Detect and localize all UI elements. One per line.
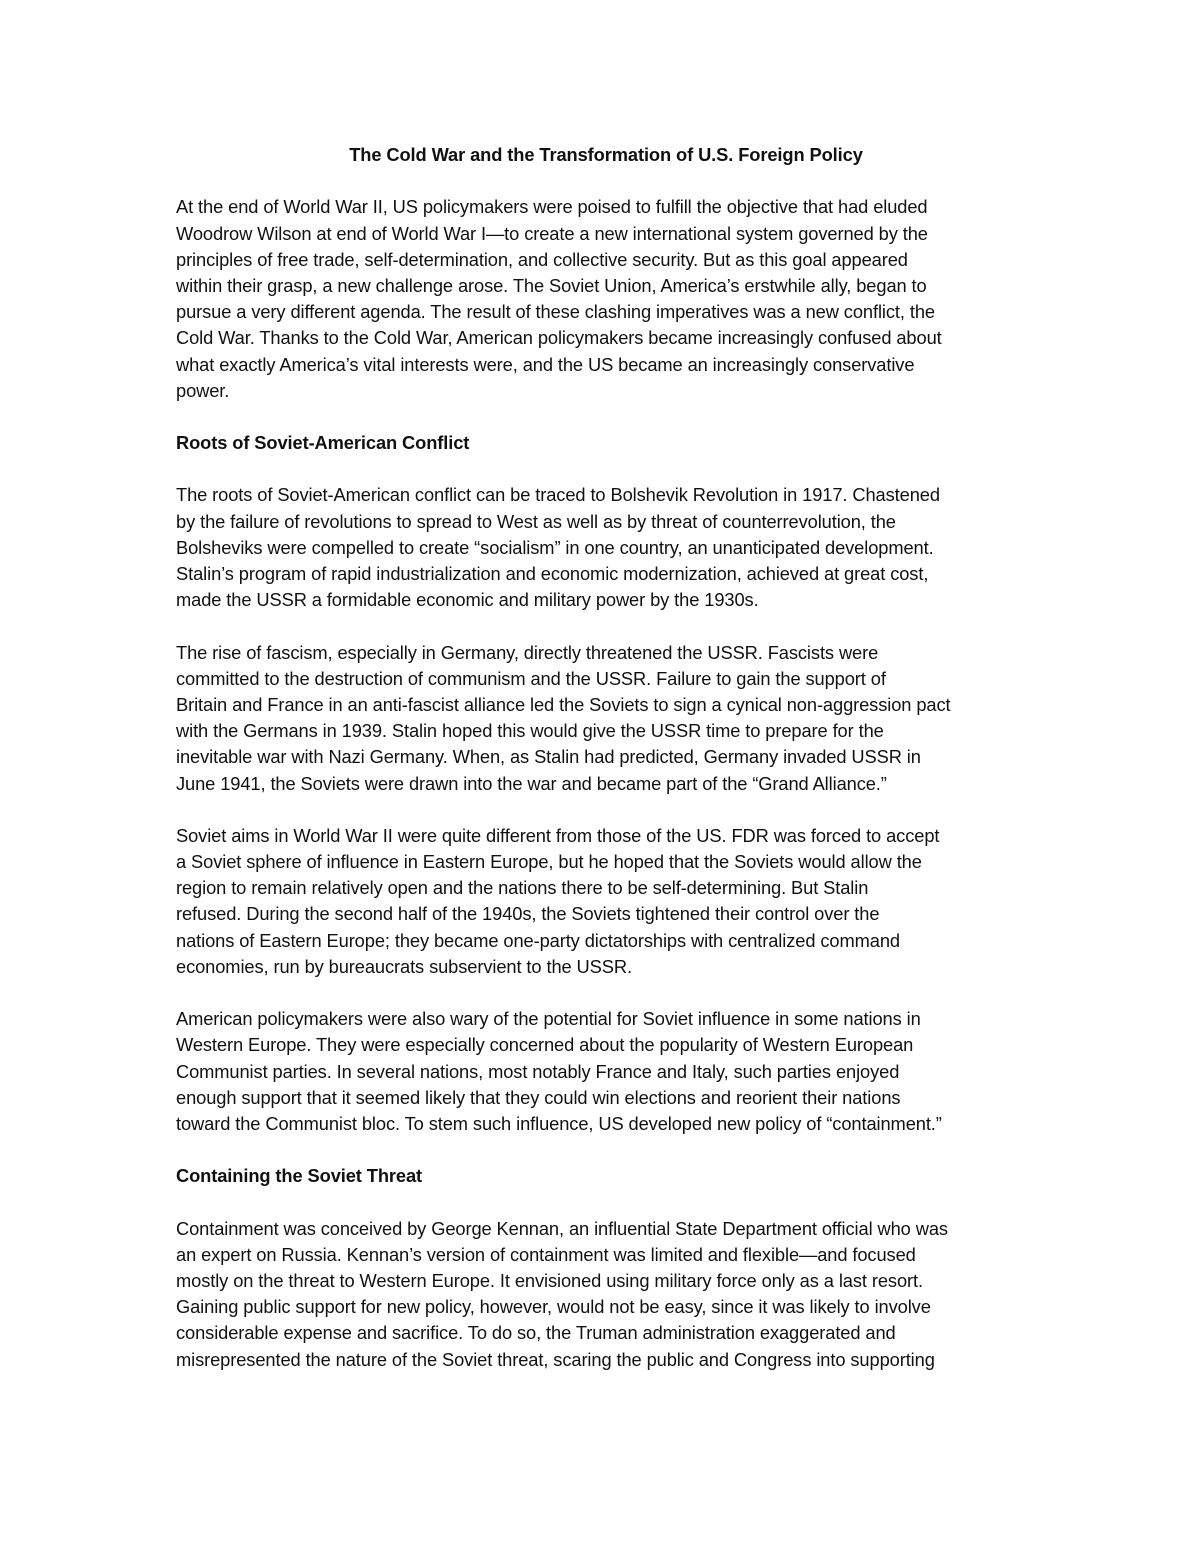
spacer: [176, 456, 1036, 482]
spacer: [176, 404, 1036, 430]
section-heading-roots: Roots of Soviet-American Conflict: [176, 432, 470, 454]
text-line: Containment was conceived by George Kennan, an influential State Department official who was: [176, 1217, 948, 1239]
text-line: region to remain relatively open and the nations there to be self-determining. But Stalin: [176, 877, 869, 899]
text-line: committed to the destruction of communism and the USSR. Failure to gain the support of: [176, 667, 886, 689]
roots-paragraph-2: [176, 640, 1036, 797]
text-line: mostly on the threat to Western Europe. It envisioned using military force only as a last resort.: [176, 1270, 923, 1292]
text-line: inevitable war with Nazi Germany. When, as Stalin had predicted, Germany invaded USSR in: [176, 746, 921, 768]
text-line: Stalin’s program of rapid industrialization and economic modernization, achieved at great cost,: [176, 563, 929, 584]
text-line: misrepresented the nature of the Soviet threat, scaring the public and Congress into supporting: [176, 1348, 935, 1370]
text-line: Western Europe. They were especially concerned about the popularity of Western European: [176, 1034, 914, 1056]
text-line: principles of free trade, self-determination, and collective security. But as this goal appeared: [176, 248, 908, 270]
spacer: [176, 1190, 1036, 1216]
spacer: [176, 1137, 1036, 1163]
text-line: toward the Communist bloc. To stem such influence, US developed new policy of “containment.”: [176, 1112, 942, 1134]
text-line: Soviet aims in World War II were quite different from those of the US. FDR was forced to accept: [176, 824, 940, 846]
spacer: [176, 168, 1036, 194]
text-line: a Soviet sphere of influence in Eastern Europe, but he hoped that the Soviets would allow the: [176, 851, 922, 873]
text-line: At the end of World War II, US policymakers were poised to fulfill the objective that had eluded: [176, 196, 928, 218]
text-line: nations of Eastern Europe; they became one-party dictatorships with centralized command: [176, 929, 900, 951]
text-line: economies, run by bureaucrats subservient to the USSR.: [176, 955, 632, 977]
text-line: considerable expense and sacrifice. To do so, the Truman administration exaggerated and: [176, 1322, 896, 1344]
text-line: pursue a very different agenda. The result of these clashing imperatives was a new conflict, the: [176, 301, 935, 323]
text-line: June 1941, the Soviets were drawn into the war and became part of the “Grand Alliance.”: [176, 772, 887, 794]
containing-paragraph-1: [176, 1216, 1036, 1373]
text-line: what exactly America’s vital interests were, and the US became an increasingly conservative: [176, 353, 915, 375]
roots-paragraph-1: [176, 482, 1036, 613]
text-line: Bolsheviks were compelled to create “socialism” in one country, an unanticipated development.: [176, 536, 934, 558]
text-line: enough support that it seemed likely that they could win elections and reorient their nations: [176, 1086, 901, 1108]
text-line: power.: [176, 379, 230, 401]
intro-paragraph: [176, 194, 1036, 404]
text-line: Gaining public support for new policy, however, would not be easy, since it was likely to involve: [176, 1296, 931, 1318]
text-line: an expert on Russia. Kennan’s version of containment was limited and flexible—and focused: [176, 1243, 916, 1265]
text-line: American policymakers were also wary of the potential for Soviet influence in some nations in: [176, 1008, 921, 1030]
text-line: by the failure of revolutions to spread to West as well as by threat of counterrevolution, the: [176, 510, 896, 532]
document-body: [176, 142, 1036, 1373]
text-line: refused. During the second half of the 1940s, the Soviets tightened their control over the: [176, 903, 880, 925]
text-line: with the Germans in 1939. Stalin hoped this would give the USSR time to prepare for the: [176, 720, 884, 742]
spacer: [176, 980, 1036, 1006]
text-line: within their grasp, a new challenge arose. The Soviet Union, America’s erstwhile ally, began to: [176, 274, 927, 296]
text-line: Communist parties. In several nations, most notably France and Italy, such parties enjoyed: [176, 1060, 900, 1082]
spacer: [176, 797, 1036, 823]
spacer: [176, 613, 1036, 639]
roots-paragraph-4: [176, 1006, 1036, 1137]
text-line: The rise of fascism, especially in Germany, directly threatened the USSR. Fascists were: [176, 641, 879, 663]
text-line: The roots of Soviet-American conflict can be traced to Bolshevik Revolution in 1917. Chastened: [176, 484, 940, 506]
roots-paragraph-3: [176, 823, 1036, 980]
text-line: Britain and France in an anti-fascist alliance led the Soviets to sign a cynical non-aggression pact: [176, 693, 951, 715]
text-line: Cold War. Thanks to the Cold War, American policymakers became increasingly confused about: [176, 327, 942, 349]
section-heading-containing: Containing the Soviet Threat: [176, 1165, 423, 1187]
text-line: made the USSR a formidable economic and military power by the 1930s.: [176, 589, 759, 611]
document-title: The Cold War and the Transformation of U.S. Foreign Policy: [349, 144, 863, 165]
text-line: Woodrow Wilson at end of World War I—to create a new international system governed by the: [176, 222, 928, 244]
